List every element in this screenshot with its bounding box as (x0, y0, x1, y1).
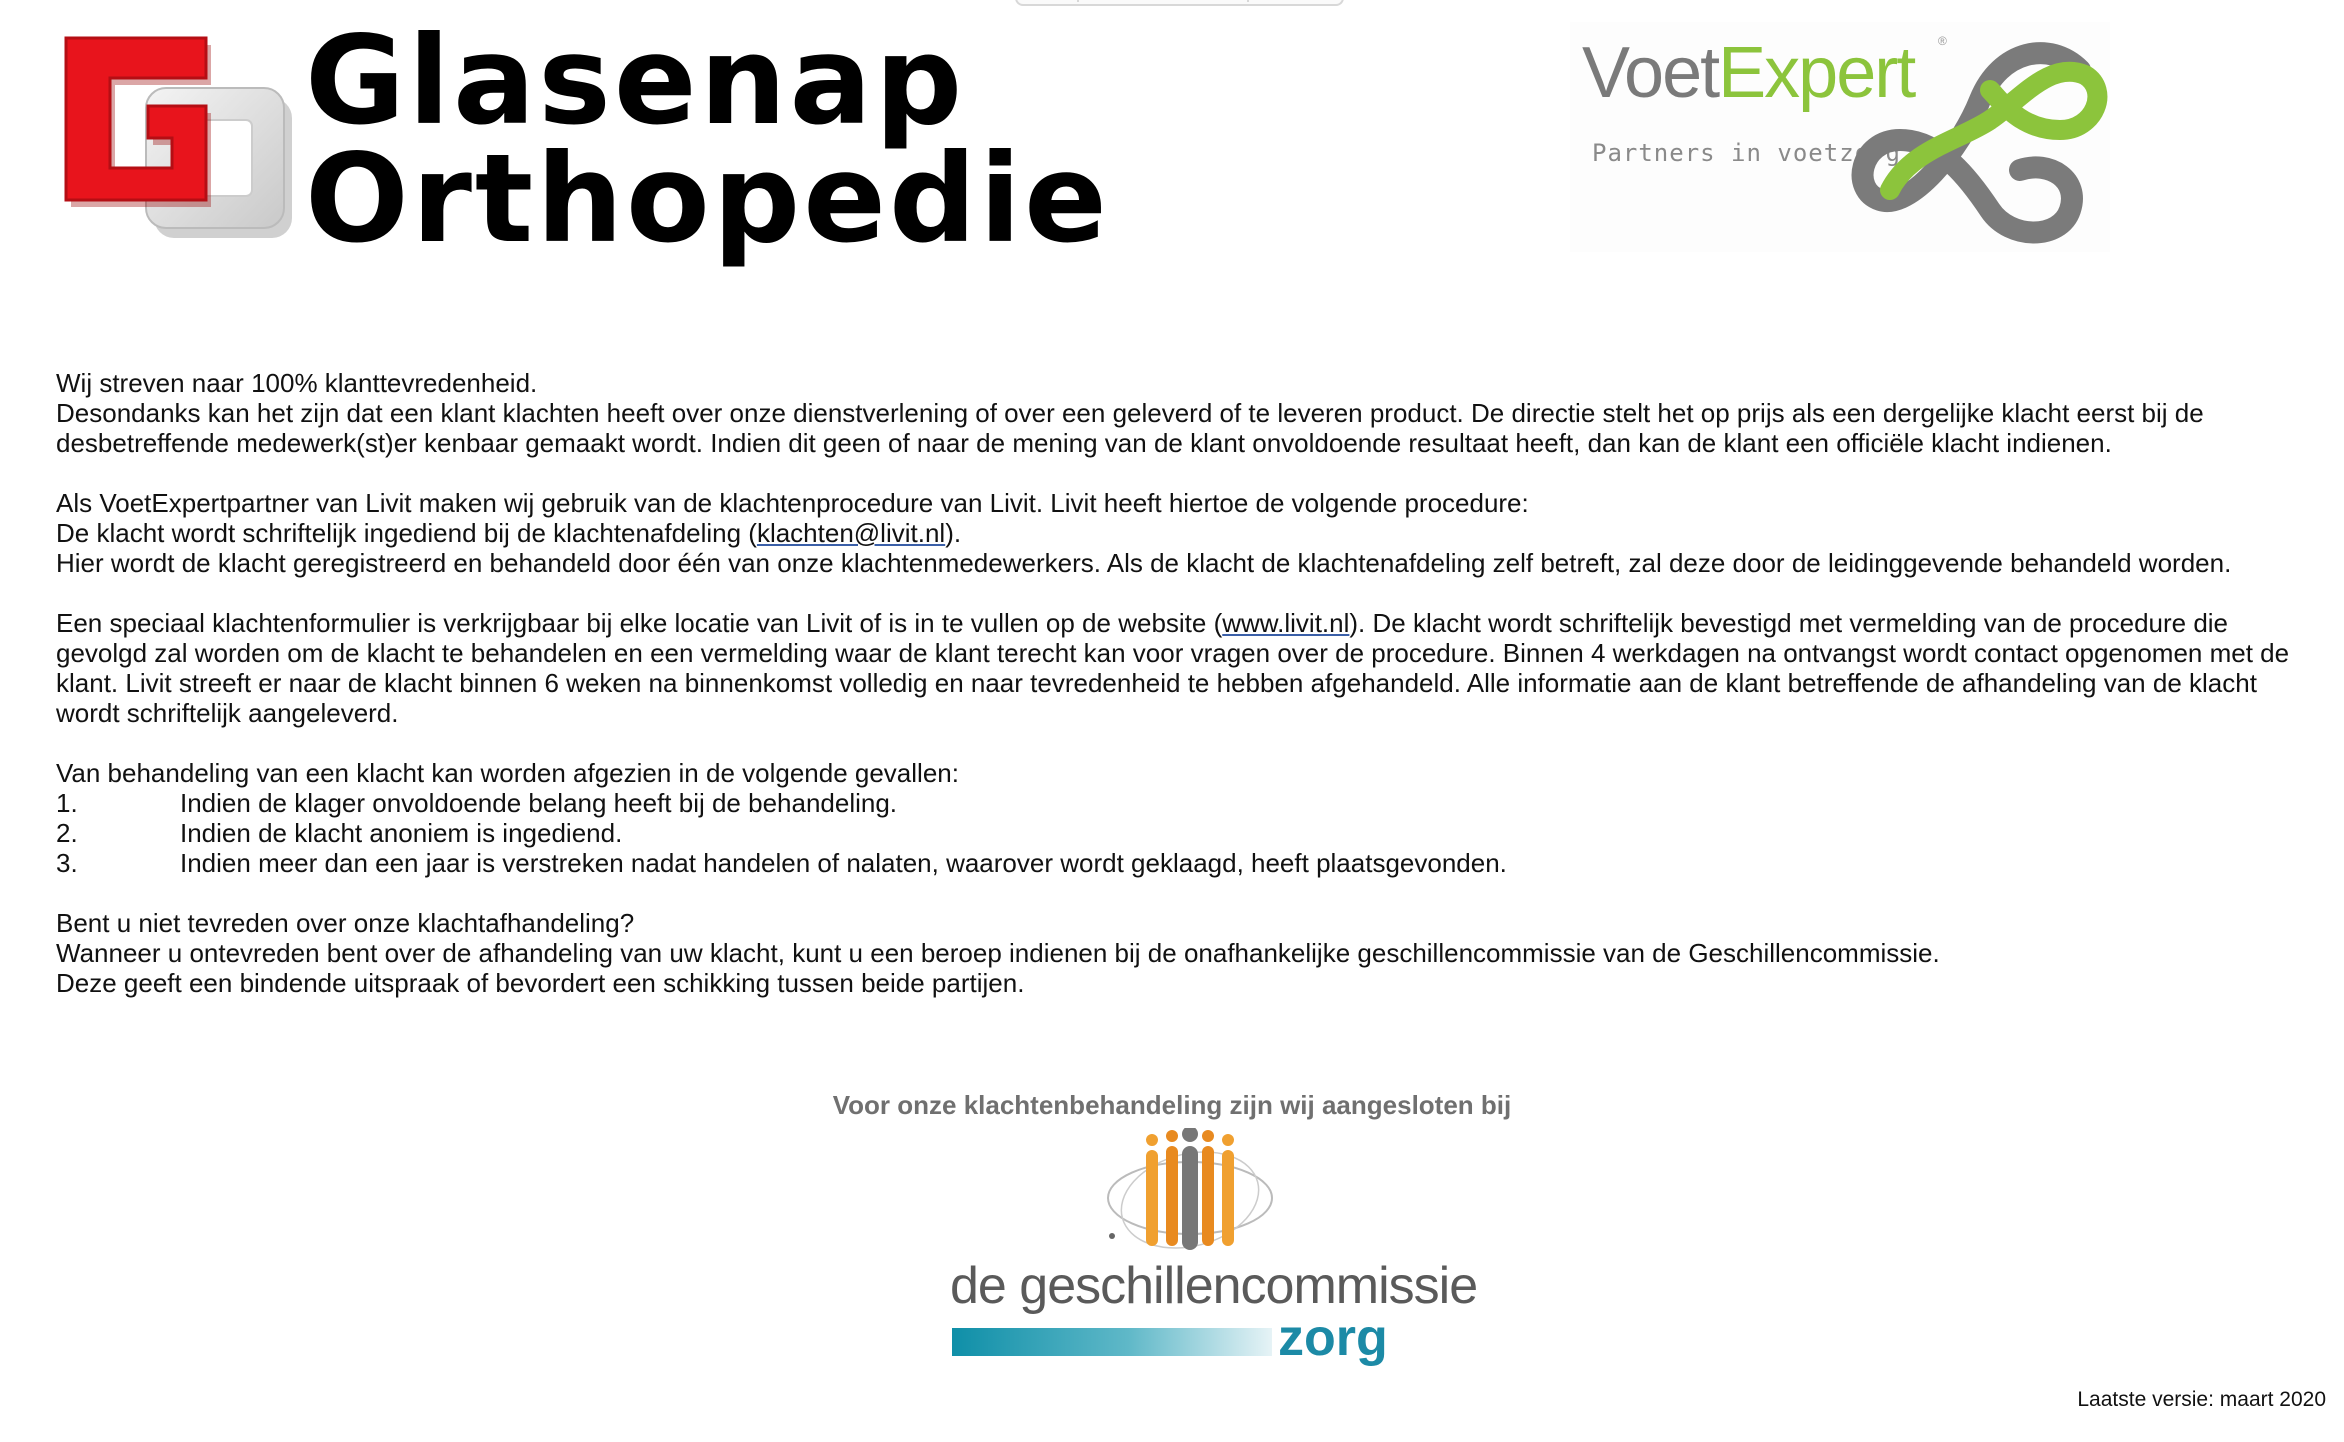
version-date: Laatste versie: maart 2020 (2077, 1388, 2326, 1411)
complaints-email-link[interactable]: klachten@livit.nl (756, 518, 946, 548)
geschillencommissie-zorg-logo (940, 1128, 1478, 1373)
list-item: 2. Indien de klacht anoniem is ingediend. (56, 818, 623, 848)
glasenap-orthopedie-logo (56, 28, 296, 258)
exceptions-intro: Van behandeling van een klacht kan worden afgezien in de volgende gevallen: (56, 758, 959, 788)
appeal-paragraph: Wanneer u ontevreden bent over de afhandeling van uw klacht, kunt u een beroep indienen bij de onafhankelijke geschillencommissie van de Geschillencommissie. (56, 938, 1940, 968)
commission-sub: zorg (1278, 1309, 1388, 1367)
voetexpert-title: VoetExpert (1582, 33, 1915, 113)
dissatisfied-question: Bent u niet tevreden over onze klachtafhandeling? (56, 908, 635, 938)
commission-gradient-bar (952, 1328, 1272, 1356)
company-name-line1: Glasenap (305, 10, 966, 152)
window-top-tab (1015, 0, 1344, 6)
complaint-procedure-text (56, 368, 2296, 998)
intro-paragraph: Desondanks kan het zijn dat een klant klachten heeft over onze dienstverlening of over een geleverd of te leveren product. De directie stelt het op prijs als een dergelijke klacht eerst bij de desbetreffende medewerk(st)er kenbaar gemaakt wordt. Indien dit geen of naar de mening van de klant onvoldoende resultaat heeft, dan kan de klant een officiële klacht indienen. (56, 398, 2204, 458)
voetexpert-logo (1570, 22, 2110, 252)
submit-complaint-line: De klacht wordt schriftelijk ingediend bij de klachtenafdeling (klachten@livit.nl). (56, 518, 962, 548)
people-figures-icon (1090, 1128, 1290, 1258)
livit-procedure-intro: Als VoetExpertpartner van Livit maken wij gebruik van de klachtenprocedure van Livit. Livit heeft hiertoe de volgende procedure: (56, 488, 1529, 518)
company-name (305, 10, 1110, 270)
complaint-form-paragraph: Een speciaal klachtenformulier is verkrijgbaar bij elke locatie van Livit of is in te vullen op de website (www.livit.nl). De klacht wordt schriftelijk bevestigd met vermelding van de procedure die gevolgd zal worden om de klacht te behandelen en een vermelding waar de klant terecht kan voor vragen over de procedure. Binnen 4 werkdagen na ontvangst wordt contact opgenomen met de klant. Livit streeft er naar de klacht binnen 6 weken na binnenkomst volledig en naar tevredenheid te hebben afgehandeld. Alle informatie aan de klant betreffende de afhandeling van de klacht wordt schriftelijk aangeleverd. (56, 608, 2290, 728)
binding-ruling-line: Deze geeft een bindende uitspraak of bevordert een schikking tussen beide partijen. (56, 968, 1025, 998)
voetexpert-tagline: Partners in voetzorg (1592, 139, 1901, 167)
membership-heading: Voor onze klachtenbehandeling zijn wij aangesloten bij (832, 1090, 1512, 1120)
list-item: 1. Indien de klager onvoldoende belang heeft bij de behandeling. (56, 788, 898, 818)
registration-paragraph: Hier wordt de klacht geregistreerd en behandeld door één van onze klachtenmedewerkers. Als de klacht de klachtenafdeling zelf betreft, zal deze door de leidinggevende behandeld worden. (56, 548, 2232, 578)
intro-line: Wij streven naar 100% klanttevredenheid. (56, 368, 538, 398)
trademark-symbol: ® (1938, 34, 1947, 48)
commission-name: de geschillencommissie (950, 1257, 1478, 1315)
infinity-swirl-icon (1850, 30, 2110, 250)
livit-website-link[interactable]: www.livit.nl (1222, 608, 1350, 638)
company-name-line2: Orthopedie (305, 128, 1110, 270)
list-item: 3. Indien meer dan een jaar is verstreken nadat handelen of nalaten, waarover wordt geklaagd, heeft plaatsgevonden. (56, 848, 1507, 878)
